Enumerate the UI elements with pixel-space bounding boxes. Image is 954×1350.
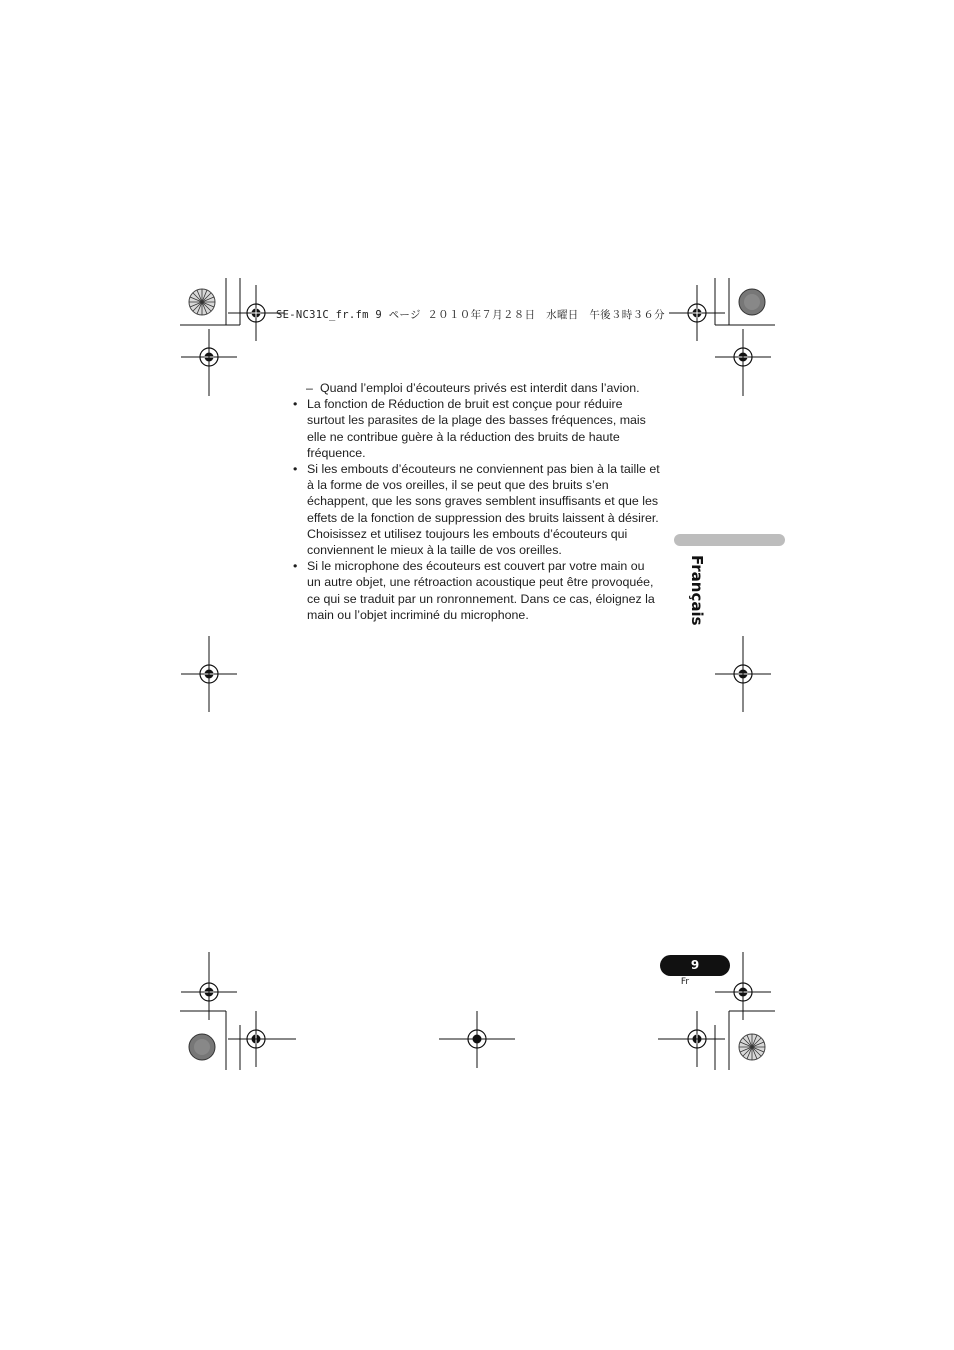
sub-item-text: Quand l’emploi d’écouteurs privés est interdit dans l’avion. bbox=[320, 381, 640, 395]
bullet-item bbox=[293, 558, 661, 623]
page-number: 9 bbox=[660, 955, 730, 976]
bullet-text: Si les embouts d’écouteurs ne conviennent pas bien à la taille et à la forme de vos oreilles, il se peut que des bruits s’en échappent, que les sons graves semblent insuffisants et que les effets de la fonction de suppression des bruits laissent à désirer. Choisissez et utilisez toujours les embouts d’écouteurs qui conviennent le mieux à la taille de vos oreilles. bbox=[307, 462, 660, 558]
body-text bbox=[293, 380, 661, 623]
language-tab bbox=[674, 534, 785, 546]
dash-marker: – bbox=[306, 381, 313, 395]
bullet-text: Si le microphone des écouteurs est couvert par votre main ou un autre objet, une rétroaction acoustique peut être provoquée, ce qui se traduit par un ronronnement. Dans ce cas, éloignez la main ou l’objet incriminé du microphone. bbox=[307, 559, 655, 622]
bullet-item bbox=[293, 461, 661, 558]
print-header: SE-NC31C_fr.fm 9 ページ ２０１０年７月２８日 水曜日 午後３時３６分 bbox=[276, 309, 665, 321]
bullet-item bbox=[293, 396, 661, 461]
sub-list-item bbox=[293, 380, 661, 396]
bullet-marker: • bbox=[293, 397, 298, 412]
bullet-text: La fonction de Réduction de bruit est conçue pour réduire surtout les parasites de la plage des basses fréquences, mais elle ne contribue guère à la réduction des bruits de haute fréquence. bbox=[307, 397, 646, 460]
bullet-marker: • bbox=[293, 559, 298, 574]
bullet-marker: • bbox=[293, 462, 298, 477]
language-label: Français bbox=[688, 555, 706, 626]
page-language-code: Fr bbox=[680, 977, 690, 987]
